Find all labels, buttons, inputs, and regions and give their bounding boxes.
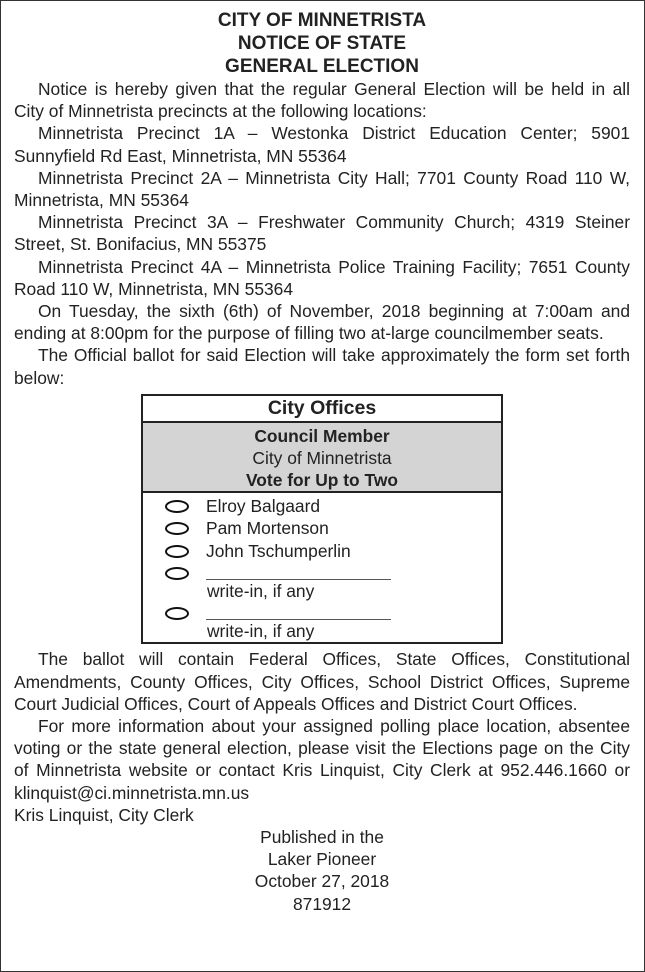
publication-name: Laker Pioneer [267,849,377,870]
precinct-1a: Minnetrista Precinct 1A – Westonka District Education Center; 5901 Sunnyfield Rd East, Minnetrista, MN 55364 [14,123,630,166]
candidate-name: John Tschumperlin [206,540,351,561]
title-line: CITY OF MINNETRISTA [217,10,427,31]
sample-ballot [141,394,503,645]
candidate-option [165,540,501,563]
ballot-oval-icon [165,500,189,513]
publication-info [14,826,630,915]
ballot-instruction: Vote for Up to Two [246,469,398,490]
ballot-intro-paragraph: The Official ballot for said Election will take approximately the form set forth below: [14,345,630,388]
ballot-heading: City Offices [143,396,501,423]
precinct-3a: Minnetrista Precinct 3A – Freshwater Community Church; 4319 Steiner Street, St. Bonifacius, MN 55375 [14,212,630,255]
publication-id: 871912 [292,893,352,914]
precinct-2a: Minnetrista Precinct 2A – Minnetrista City Hall; 7701 County Road 110 W, Minnetrista, MN 55364 [14,167,630,211]
publication-date: October 27, 2018 [254,871,390,892]
intro-paragraph: Notice is hereby given that the regular General Election will be held in all City of Minnetrista precincts at the following locations: [14,79,630,122]
more-info-paragraph: For more information about your assigned polling place location, absentee voting or the state general election, please visit the Elections page on the City of Minnetrista website or contact Kris Linquist, City Clerk at 952.446.1660 or klinquist@ci.minnetrista.mn.us [14,715,630,803]
notice-title [14,9,630,78]
title-line: GENERAL ELECTION [225,56,419,77]
ballot-oval-icon [165,607,189,620]
write-in-line [206,562,391,580]
candidate-option [165,495,501,518]
ballot-oval-icon [165,522,189,535]
candidate-option [165,517,501,540]
write-in-option [165,562,501,580]
publication-line: Published in the [260,826,384,847]
candidate-name: Pam Mortenson [206,518,329,539]
ballot-office: Council Member [254,425,390,446]
candidate-name: Elroy Balgaard [206,495,321,516]
write-in-label: write-in, if any [207,621,315,642]
election-date-paragraph: On Tuesday, the sixth (6th) of November, 2018 beginning at 7:00am and ending at 8:00pm for the purpose of filling two at-large councilmember seats. [14,301,630,344]
signature: Kris Linquist, City Clerk [14,804,194,825]
ballot-office-header [143,423,501,493]
ballot-jurisdiction: City of Minnetrista [252,447,392,468]
ballot-oval-icon [165,567,189,580]
ballot-contents-paragraph: The ballot will contain Federal Offices, State Offices, Constitutional Amendments, County Offices, City Offices, School District Offices, Supreme Court Judicial Offices, Court of Appeals Offices and District Court Offices. [14,649,630,714]
ballot-oval-icon [165,545,189,558]
write-in-option [165,602,501,620]
write-in-line [206,602,391,620]
candidate-list [143,493,501,643]
precinct-4a: Minnetrista Precinct 4A – Minnetrista Police Training Facility; 7651 County Road 110 W, Minnetrista, MN 55364 [14,256,630,299]
title-line: NOTICE OF STATE [237,33,407,54]
write-in-label: write-in, if any [207,581,315,602]
